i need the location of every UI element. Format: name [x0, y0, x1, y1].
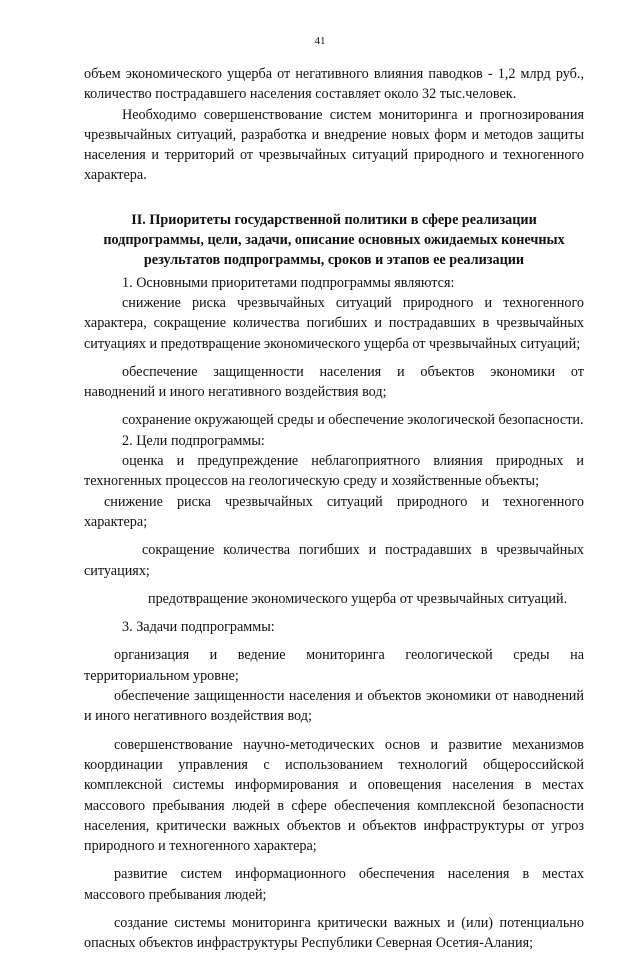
section-heading-line-2: подпрограммы, цели, задачи, описание основных ожидаемых конечных: [103, 232, 565, 249]
section-heading-line-3: результатов подпрограммы, сроков и этапов ее реализации: [143, 252, 525, 269]
paragraph-monitoring-need: Необходимо совершенствование систем мониторинга и прогнозирования чрезвычайных ситуаций, разработка и внедрение новых форм и методов защиты населения и территорий от чрезвычайных ситуаций природного и техногенного характера.: [84, 106, 584, 184]
task-item: совершенствование научно-методических основ и развитие механизмов координации управления с использованием технологий общероссийской комплексной системы информирования и оповещения населения в местах массового пребывания людей в сфере обеспечения комплексной безопасности населения, критически важных объектов и объектов инфраструктуры от угроз природного и техногенного характера;: [84, 736, 584, 855]
section-heading: [84, 210, 584, 271]
task-item: организация и ведение мониторинга геологической среды на территориальном уровне;: [84, 647, 584, 684]
paragraph-flood-damage: объем экономического ущерба от негативного влияния паводков - 1,2 млрд руб., количество пострадавшего населения составляет около 32 тыс.человек.: [84, 66, 584, 103]
goal-item: снижение риска чрезвычайных ситуаций природного и техногенного характера;: [84, 493, 584, 530]
tasks-title: 3. Задачи подпрограммы:: [122, 619, 275, 636]
goals-title: 2. Цели подпрограммы:: [122, 432, 265, 449]
goal-item: сокращение количества погибших и пострадавших в чрезвычайных ситуациях;: [84, 542, 584, 579]
page-content: [84, 64, 584, 954]
task-item: развитие систем информационного обеспечения населения в местах массового пребывания людей;: [84, 866, 584, 903]
section-heading-line-1: II. Приоритеты государственной политики в сфере реализации: [131, 211, 537, 228]
priority-item: снижение риска чрезвычайных ситуаций природного и техногенного характера, сокращение количества погибших и пострадавших в чрезвычайных ситуациях и предотвращение экономического ущерба от чрезвычайных ситуаций;: [84, 294, 584, 352]
page-number: 41: [314, 35, 326, 47]
priorities-title: 1. Основными приоритетами подпрограммы являются:: [122, 274, 455, 291]
goal-item: предотвращение экономического ущерба от чрезвычайных ситуаций.: [148, 590, 568, 607]
priority-item: обеспечение защищенности населения и объектов экономики от наводнений и иного негативного воздействия вод;: [84, 363, 584, 401]
priority-item: сохранение окружающей среды и обеспечение экологической безопасности.: [122, 412, 584, 429]
goal-item: оценка и предупреждение неблагоприятного влияния природных и техногенных процессов на геологическую среду и хозяйственные объекты;: [84, 453, 584, 490]
task-item: создание системы мониторинга критически важных и (или) потенциально опасных объектов инфраструктуры Республики Северная Осетия-Алания;: [84, 914, 584, 952]
task-item: обеспечение защищенности населения и объектов экономики от наводнений и иного негативного воздействия вод;: [84, 688, 584, 725]
